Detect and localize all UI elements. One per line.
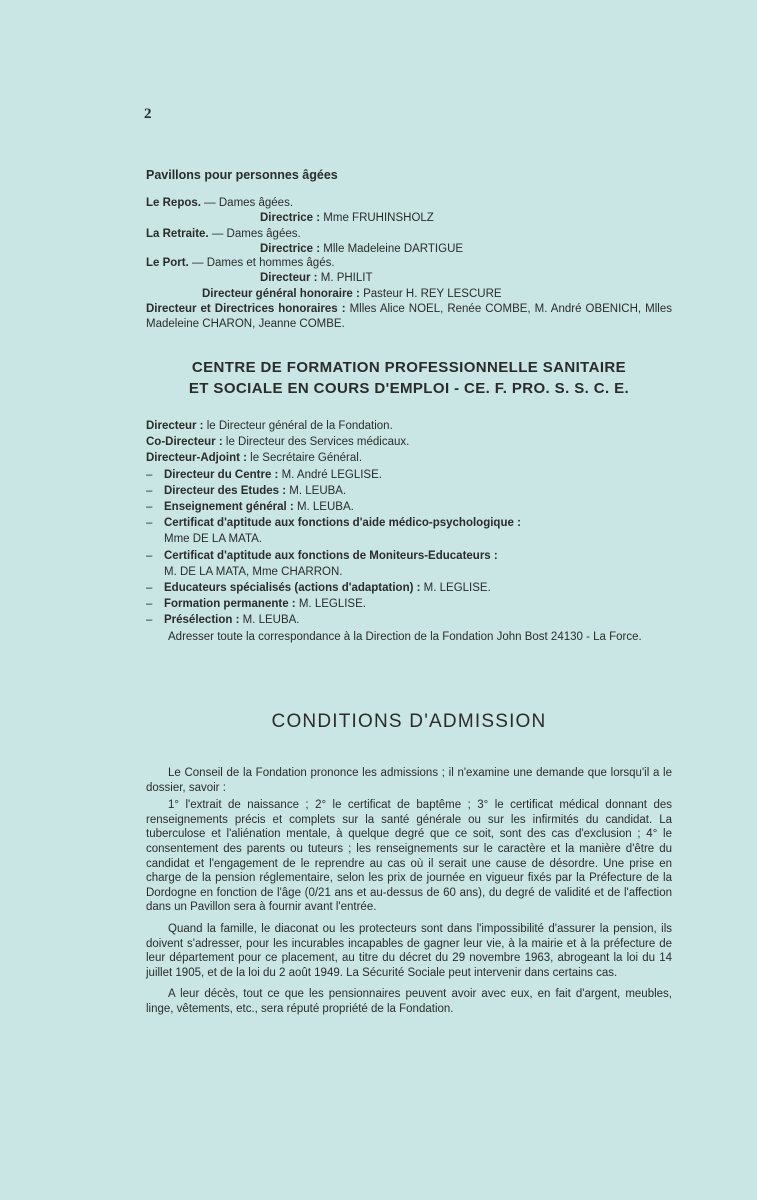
pavillon-desc: — Dames âgées. (204, 197, 294, 209)
pavillon-retraite (146, 227, 672, 257)
dash-item: – Directeur des Etudes : M. LEUBA. (146, 484, 347, 497)
staff-label: Co-Directeur : (146, 436, 223, 449)
page-number: 2 (144, 106, 152, 122)
pavillon-desc: — Dames et hommes âgés. (192, 257, 335, 269)
pavillon-name: Le Port. (146, 257, 189, 269)
pavillon-name: Le Repos. (146, 197, 201, 209)
dash-item: – Certificat d'aptitude aux fonctions de Moniteurs-Educateurs : M. DE LA MATA, Mme CHARRON. (146, 549, 498, 578)
dash-label: Educateurs spécialisés (actions d'adaptation) : (164, 582, 421, 595)
dash-value: M. LEGLISE. (423, 582, 491, 595)
dash-item: – Enseignement général : M. LEUBA. (146, 501, 354, 514)
dash-value: M. LEGLISE. (298, 598, 366, 611)
pavillon-person: Mlle Madeleine DARTIGUE (323, 243, 464, 255)
dash-item: – Présélection : M. LEUBA. (146, 614, 300, 627)
pavillon-person: M. PHILIT (320, 272, 373, 284)
dash-label: Certificat d'aptitude aux fonctions de Moniteurs-Educateurs : (164, 549, 498, 562)
dash-value: Mme DE LA MATA. (164, 533, 262, 546)
conditions-paragraph: A leur décès, tout ce que les pensionnaires peuvent avoir avec eux, en fait d'argent, meubles, linge, vêtements, etc., sera réputé propriété de la Fondation. (146, 988, 672, 1015)
pavillon-role: Directrice : (260, 243, 321, 255)
honoraire-value: Pasteur H. REY LESCURE (363, 288, 502, 300)
honoraire-label: Directeur général honoraire : (202, 288, 360, 300)
dash-value: M. LEUBA. (242, 614, 300, 627)
dash-value: M. André LEGLISE. (281, 468, 382, 481)
dash-label: Certificat d'aptitude aux fonctions d'aide médico-psychologique : (164, 517, 521, 530)
dash-value: M. DE LA MATA, Mme CHARRON. (164, 565, 343, 578)
pavillon-person: Mme FRUHINSHOLZ (323, 212, 434, 224)
conditions-paragraph: Le Conseil de la Fondation prononce les admissions ; il n'examine une demande que lorsqu'il a le dossier, savoir : (146, 767, 672, 794)
centre-staff (146, 418, 672, 645)
dash-label: Enseignement général : (164, 501, 294, 514)
dash-item: – Certificat d'aptitude aux fonctions d'aide médico-psychologique : Mme DE LA MATA. (146, 517, 521, 546)
centre-title-line1: CENTRE DE FORMATION PROFESSIONNELLE SANITAIRE (191, 359, 627, 376)
pavillon-name: La Retraite. (146, 228, 209, 240)
pavillon-repos (146, 196, 672, 226)
conditions-body (146, 766, 672, 1017)
honoraires-label: Directeur et Directrices honoraires : (146, 303, 346, 315)
dash-value: M. LEUBA. (296, 501, 354, 514)
honoraire-block (146, 287, 672, 332)
dash-value: M. LEUBA. (289, 484, 347, 497)
pavillon-port (146, 256, 672, 286)
centre-title (146, 357, 672, 399)
dash-label: Présélection : (164, 614, 240, 627)
conditions-title-block (146, 711, 672, 732)
conditions-paragraph: Quand la famille, le diaconat ou les protecteurs sont dans l'impossibilité d'assurer la pension, ils doivent s'adresser, pour les incurables incapables de gagner leur vie, à la mairie et à la préfecture de leur département pour ce placement, au titre du décret du 29 novembre 1963, abrogeant la loi du 14 juillet 1905, et de la loi du 2 août 1949. La Sécurité Sociale peut intervenir dans certains cas. (146, 922, 672, 979)
staff-value: le Secrétaire Général. (250, 452, 363, 465)
pavillon-role: Directeur : (260, 272, 318, 284)
dash-item: – Formation permanente : M. LEGLISE. (146, 598, 366, 611)
pavillon-desc: — Dames âgées. (211, 228, 301, 240)
dash-label: Formation permanente : (164, 598, 296, 611)
pavillon-role: Directrice : (260, 212, 321, 224)
dash-item: – Directeur du Centre : M. André LEGLISE. (146, 468, 382, 481)
staff-label: Directeur-Adjoint : (146, 452, 247, 465)
dash-label: Directeur du Centre : (164, 468, 279, 481)
dash-label: Directeur des Etudes : (164, 484, 287, 497)
centre-title-line2: ET SOCIALE EN COURS D'EMPLOI - CE. F. PRO. S. S. C. E. (188, 380, 630, 397)
conditions-paragraph: 1° l'extrait de naissance ; 2° le certificat de baptême ; 3° le certificat médical donnant des renseignements précis et complets sur la santé générale ou sur les infirmités du candidat. La tuberculose et l'aliénation mentale, à quelque degré que ce soit, sont des cas d'exclusion ; 4° le consentement des parents ou tuteurs ; les renseignements sur le caractère et la manière d'être du candidat et l'engagement de le reprendre au cas où il serait une cause de désordre. Une prise en charge de la pension réglementaire, selon les prix de journée en vigueur fixés par la Préfecture de la Dordogne en fonction de l'âge (0/21 ans et au-dessus de 60 ans), du degré de validité et de l'affection dans un Pavillon sera à fournir avant l'entrée. (146, 799, 672, 914)
staff-label: Directeur : (146, 420, 204, 432)
address-paragraph: Adresser toute la correspondance à la Direction de la Fondation John Bost 24130 - La Force. (168, 630, 642, 643)
dash-item: – Educateurs spécialisés (actions d'adaptation) : M. LEGLISE. (146, 582, 491, 595)
pavillons-section (146, 168, 672, 183)
staff-value: le Directeur des Services médicaux. (225, 436, 410, 449)
pavillons-title: Pavillons pour personnes âgées (146, 168, 338, 182)
conditions-title: CONDITIONS D'ADMISSION (271, 711, 547, 732)
honoraires-value: Mlles Alice NOEL, Renée COMBE, M. André OBENICH, Mlles Madeleine CHARON, Jeanne COMBE. (146, 303, 672, 330)
staff-value: le Directeur général de la Fondation. (206, 420, 393, 432)
